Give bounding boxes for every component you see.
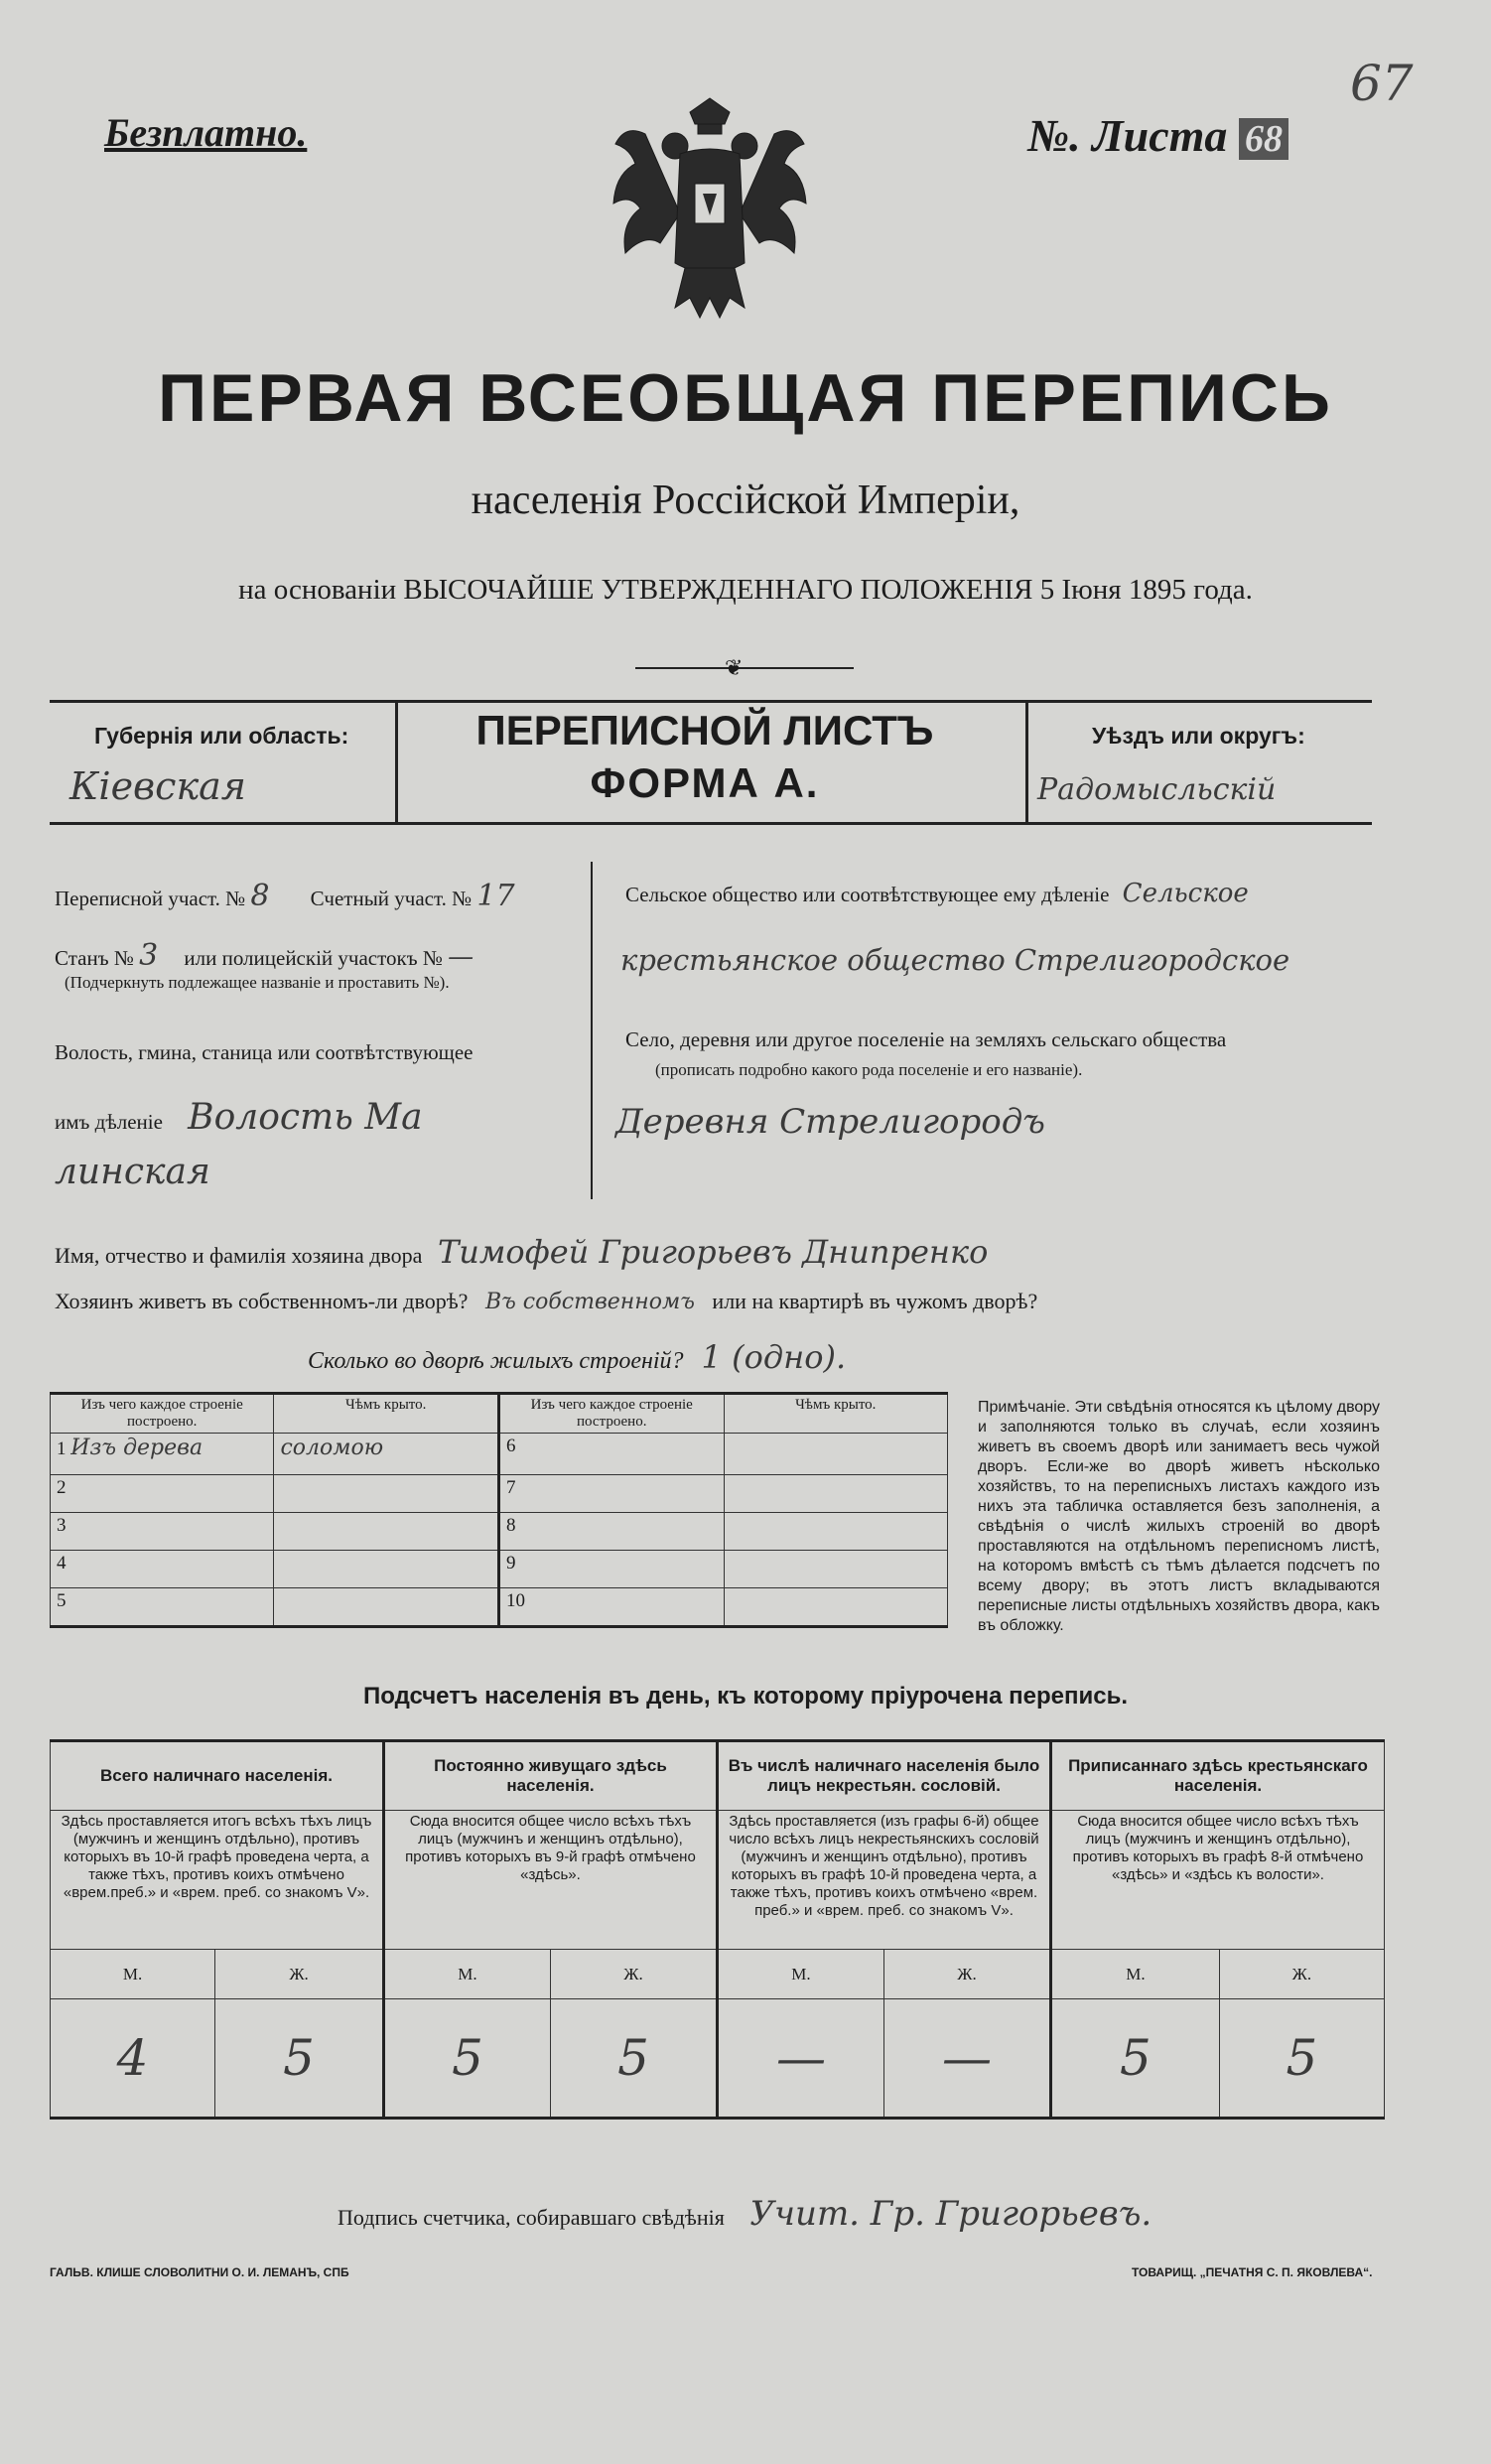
- schet-value: 17: [476, 879, 515, 913]
- table-row: 1 Изъ дерева соломою 6: [51, 1434, 948, 1475]
- m-header: М.: [383, 1950, 550, 1999]
- owner-lives-field: [55, 1289, 1037, 1314]
- fields-divider: [591, 862, 593, 1199]
- ascribed-m-value: 5: [1050, 1999, 1219, 2119]
- sheet-number: [1027, 109, 1288, 162]
- owner-lives-value: Въ собственномъ: [484, 1290, 695, 1314]
- double-headed-eagle-emblem: [606, 94, 814, 333]
- col-roof-right: Чѣмъ крыто.: [724, 1394, 948, 1434]
- count-desc-permanent: Сюда вносится общее число всѣхъ тѣхъ лицъ (мужчинъ и женщинъ отдѣльно), противъ которыхъ въ 9-й графѣ отмѣчено «здѣсь».: [383, 1811, 717, 1950]
- count-head-total: Всего наличнаго населенія.: [51, 1741, 384, 1811]
- note-text: Примѣчаніе. Эти свѣдѣнія относятся къ цѣлому двору и заполняются только въ случаѣ, если хозяинъ живетъ въ своемъ дворѣ или занимаетъ весь чужой дворъ. Если-же во дворѣ живетъ нѣсколько хозяйствъ, то на переписныхъ листахъ каждого изъ нихъ эта табличка оставляется безъ заполненія, а свѣдѣнія о числѣ жилыхъ строеній во дворѣ проставляются на отдѣльномъ переписномъ листѣ, на которомъ вмѣстѣ съ тѣмъ дѣлается подсчетъ по всему двору; въ этотъ листъ вкладываются переписные листы отдѣльныхъ хозяйствъ двора, какъ въ обложку.: [978, 1399, 1380, 1634]
- decorative-rule: [635, 667, 854, 669]
- gubernia-value: Кіевская: [69, 764, 246, 808]
- count-title: Подсчетъ населенія въ день, къ которому пріурочена перепись.: [363, 1683, 1128, 1710]
- buildings-label: Сколько во дворѣ жилыхъ строеній?: [308, 1348, 684, 1374]
- total-f-value: 5: [215, 1999, 384, 2119]
- col-roof-left: Чѣмъ крыто.: [274, 1394, 499, 1434]
- buildings-table: [50, 1392, 948, 1628]
- noncrestyan-m-value: —: [717, 1999, 883, 2119]
- free-label: Безплатно.: [104, 110, 308, 155]
- col-material-right: Изъ чего каждое строеніе построено.: [498, 1394, 724, 1434]
- roof-value: соломою: [280, 1436, 384, 1460]
- m-header: М.: [717, 1950, 883, 1999]
- form-title-line-2: ФОРМА А.: [590, 759, 820, 806]
- society-label: Сельское общество или соотвѣтствующее ему дѣленіе: [625, 883, 1110, 906]
- volost-label-2: имъ дѣленіе: [55, 1110, 163, 1134]
- table-row: 3 8: [51, 1512, 948, 1550]
- form-title-line-1: ПЕРЕПИСНОЙ ЛИСТЪ: [475, 707, 934, 753]
- ascribed-f-value: 5: [1219, 1999, 1384, 2119]
- owner-or-label: или на квартирѣ въ чужомъ дворѣ?: [712, 1289, 1038, 1313]
- owner-name-label: Имя, отчество и фамилія хозяина двора: [55, 1243, 423, 1268]
- subtitle: населенія Россійской Имперіи,: [471, 478, 1020, 523]
- m-header: М.: [51, 1950, 215, 1999]
- buildings-field: [308, 1338, 846, 1376]
- table-row: 2 7: [51, 1475, 948, 1513]
- noncrestyan-f-value: —: [883, 1999, 1050, 2119]
- permanent-m-value: 5: [383, 1999, 550, 2119]
- buildings-value: 1 (одно).: [701, 1338, 847, 1376]
- count-desc-ascribed: Сюда вносится общее число всѣхъ тѣхъ лицъ (мужчинъ и женщинъ отдѣльно), противъ которыхъ въ графѣ 8-й отмѣчено «здѣсь» и «здѣсь къ волости».: [1050, 1811, 1384, 1950]
- stan-field: [55, 938, 474, 973]
- f-header: Ж.: [550, 1950, 717, 1999]
- police-value: —: [448, 942, 474, 972]
- police-label: или полицейскій участокъ №: [184, 946, 443, 970]
- table-row: 5 10: [51, 1587, 948, 1626]
- f-header: Ж.: [883, 1950, 1050, 1999]
- stan-value: 3: [139, 938, 159, 973]
- signature-value: Учит. Гр. Григорьевъ.: [749, 2194, 1152, 2234]
- m-header: М.: [1050, 1950, 1219, 1999]
- owner-name-field: [55, 1233, 988, 1271]
- owner-lives-label: Хозяинъ живетъ въ собственномъ-ли дворѣ?: [55, 1289, 469, 1313]
- stan-label: Станъ №: [55, 946, 134, 970]
- uezd-value: Радомысльскій: [1037, 772, 1277, 807]
- permanent-f-value: 5: [550, 1999, 717, 2119]
- table-row: 4 9: [51, 1550, 948, 1587]
- basis-line: на основаніи ВЫСОЧАЙШЕ УТВЕРЖДЕННАГО ПОЛОЖЕНІЯ 5 Іюня 1895 года.: [238, 574, 1253, 606]
- society-field: [625, 879, 1249, 908]
- gubernia-label: Губернія или область:: [94, 723, 349, 749]
- signature-label: Подпись счетчика, собиравшаго свѣдѣнія: [338, 2205, 725, 2230]
- volost-value-1: Волость Ма: [188, 1097, 423, 1138]
- material-value: Изъ дерева: [70, 1436, 203, 1460]
- sheet-number-label: №. Листа: [1027, 110, 1228, 161]
- count-head-noncrestyan: Въ числѣ наличнаго населенія было лицъ некрестьян. сословій.: [717, 1741, 1050, 1811]
- count-desc-noncrestyan: Здѣсь проставляется (изъ графы 6-й) общее число всѣхъ лицъ некрестьянскихъ сословій (мужчинъ и женщинъ отдѣльно), противъ которыхъ въ графѣ 10-й проведена черта, а также тѣхъ, противъ коихъ отмѣчено «врем. преб.» и «врем. преб. со знакомъ V».: [717, 1811, 1050, 1950]
- signature-field: [338, 2194, 1152, 2234]
- volost-value-2: линская: [55, 1152, 210, 1192]
- uchast-field: [55, 879, 515, 913]
- col-material-left: Изъ чего каждое строеніе построено.: [51, 1394, 274, 1434]
- police-note: (Подчеркнуть подлежащее названіе и проставить №).: [65, 973, 450, 992]
- volost-label-1: Волость, гмина, станица или соотвѣтствующее: [55, 1040, 474, 1064]
- volost-field: [55, 1097, 423, 1138]
- village-label: Село, деревня или другое поселеніе на земляхъ сельскаго общества: [625, 1027, 1227, 1051]
- count-head-ascribed: Приписаннаго здѣсь крестьянскаго населенія.: [1050, 1741, 1384, 1811]
- village-value: Деревня Стрелигородъ: [615, 1102, 1045, 1142]
- f-header: Ж.: [1219, 1950, 1384, 1999]
- count-head-permanent: Постоянно живущаго здѣсь населенія.: [383, 1741, 717, 1811]
- owner-name-value: Тимофей Григорьевъ Днипренко: [437, 1233, 989, 1271]
- society-value-1: Сельское: [1122, 879, 1249, 908]
- uchast-label: Переписной участ. №: [55, 887, 246, 910]
- schet-label: Счетный участ. №: [310, 887, 473, 910]
- footer-right: ТОВАРИЩ. „ПЕЧАТНЯ С. П. ЯКОВЛЕВА“.: [1132, 2265, 1373, 2279]
- sheet-number-value: 68: [1239, 118, 1288, 160]
- main-title: ПЕРВАЯ ВСЕОБЩАЯ ПЕРЕПИСЬ: [158, 360, 1333, 436]
- count-desc-total: Здѣсь проставляется итогъ всѣхъ тѣхъ лицъ (мужчинъ и женщинъ отдѣльно), противъ которыхъ въ 10-й графѣ проведена черта, а также тѣхъ, противъ коихъ отмѣчено «врем.преб.» и «врем. преб. со знакомъ V».: [51, 1811, 384, 1950]
- corner-number: 67: [1350, 55, 1414, 112]
- count-table: [50, 1739, 1385, 2120]
- f-header: Ж.: [215, 1950, 384, 1999]
- uezd-label: Уѣздъ или округъ:: [1092, 723, 1305, 749]
- uchast-value: 8: [250, 879, 270, 913]
- village-note: (прописать подробно какого рода поселеніе и его названіе).: [655, 1060, 1083, 1079]
- decorative-ornament: ❦: [725, 655, 744, 680]
- footer-left: ГАЛЬВ. КЛИШЕ СЛОВОЛИТНИ О. И. ЛЕМАНЪ, СПБ: [50, 2265, 349, 2279]
- society-value-2: крестьянское общество Стрелигородское: [620, 943, 1290, 977]
- total-m-value: 4: [51, 1999, 215, 2119]
